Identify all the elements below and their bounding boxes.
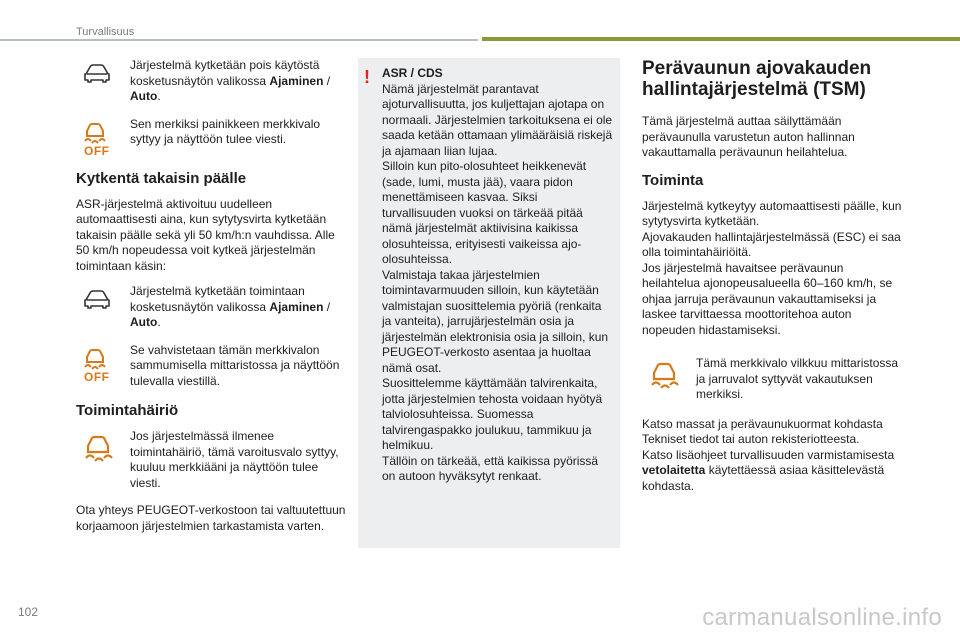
indicator-text: Sen merkiksi painikkeen merkkivalo syttyy ja näyttöön tulee viesti. bbox=[130, 116, 321, 146]
contact-paragraph: Ota yhteys PEUGEOT-verkostoon tai valtuutettuun korjaamoon järjestelmien tarkastamista varten. bbox=[76, 503, 346, 533]
page-title: Perävaunun ajovakauden hallintajärjestelmä (TSM) bbox=[642, 58, 872, 100]
page-number: 102 bbox=[18, 605, 39, 619]
right-column bbox=[642, 58, 902, 504]
fault-text: Jos järjestelmässä ilmenee toimintahäiriö, tämä varoitusvalo syttyy, kuuluu merkkiääni ja näyttöön tulee viesti. bbox=[130, 429, 339, 490]
heading-reactivate: Kytkentä takaisin päälle bbox=[76, 169, 247, 187]
enable-text: Järjestelmä kytketään toimintaan kosketusnäytön valikossa Ajaminen / Auto. bbox=[130, 284, 331, 329]
confirm-text: Se vahvistetaan tämän merkkivalon sammumisella mittaristossa ja näyttöön tulevalla viestillä. bbox=[130, 342, 340, 388]
section-title: Turvallisuus bbox=[76, 26, 135, 38]
off-label: OFF bbox=[84, 369, 110, 384]
indicator-instruction bbox=[76, 117, 350, 157]
watermark: carmanualsonline.info bbox=[702, 604, 942, 631]
note-body: Nämä järjestelmät parantavat ajoturvallisuutta, jos kuljettajan ajotapa on normaali. Järjestelmien tarkoituksena ei ole saada ketään ottamaan ylimääräisiä riskejä ja ajamaan liian lujaa. Silloin kun pito-olosuhteet heikkenevät (sade, lumi, musta jää), vaara pidon menettämiseen kasvaa. Siksi turvallisuuden vuoksi on tärkeää pitää nämä järjestelmät aktiivisina kaikissa olosuhteissa, erityisesti vaikeissa ajo-olosuhteissa. Valmistaja takaa järjestelmien toimintavarmuuden silloin, kun käytetään valmistajan suosittelemia pyöriä (renkaita ja vanteita), jarrujärjestelmän osia ja järjestelmän elektronisia osia ja silloin, kun PEUGEOT-verkosto asentaa ja huoltaa nämä osat. Suosittelemme käyttämään talvirenkaita, jotta järjestelmien tehosta voidaan hyötyä talviolosuhteissa. Suomessa talvirengaspakko joulukuu, tammikuu ja helmikuu. Tällöin on tärkeää, että kaikissa pyörissä on autoon hyväksytyt renkaat. bbox=[382, 81, 613, 483]
note-title: ASR / CDS bbox=[382, 66, 443, 80]
car-screen-icon bbox=[82, 288, 112, 310]
fault-instruction bbox=[76, 429, 350, 491]
see-also-paragraph: Katso massat ja perävaunukuormat kohdasta Tekniset tiedot tai auton rekisteriotteesta. Katso lisäohjeet turvallisuuden varmistamisesta vetolaitetta käytettäessä asiaa käsittelevästä kohdasta. bbox=[642, 416, 895, 493]
confirm-instruction bbox=[76, 343, 350, 390]
operation-paragraph: Järjestelmä kytkeytyy automaattisesti päälle, kun sytytysvirta kytketään. Ajovakauden hallintajärjestelmässä (ESC) ei saa olla toimintahäiriöitä. Jos järjestelmä havaitsee perävaunun heilahtelua ajonopeusalueella 60–160 km/h, se ohjaa jarruja perävaunun vakauttamiseksi ja laskee tarvittaessa moottoritehoa auton nopeuden hidastamiseksi. bbox=[642, 198, 902, 337]
traction-warning-icon bbox=[82, 433, 114, 463]
heading-fault: Toimintahäiriö bbox=[76, 402, 179, 419]
disable-text: Järjestelmä kytketään pois käytöstä kosketusnäytön valikossa Ajaminen / Auto. bbox=[130, 58, 331, 103]
tsm-indicator-instruction bbox=[642, 356, 902, 403]
traction-off-icon bbox=[82, 121, 108, 145]
reactivate-paragraph: ASR-järjestelmä aktivoituu uudelleen automaattisesti aina, kun sytytysvirta kytketään takaisin päälle sekä yli 50 km/h:n vauhdissa. Alle 50 km/h nopeudessa voit kytkeä järjestelmän toimintaan käsin: bbox=[76, 196, 335, 273]
tsm-intro: Tämä järjestelmä auttaa säilyttämään perävaunulla varustetun auton hallinnan vakauttamalla perävaunun heilahtelua. bbox=[642, 114, 855, 159]
enable-instruction bbox=[76, 284, 350, 331]
left-column bbox=[76, 58, 350, 544]
off-label: OFF bbox=[84, 143, 110, 158]
trailer-stability-icon bbox=[648, 360, 680, 390]
heading-operation: Toiminta bbox=[642, 171, 704, 189]
header-divider bbox=[0, 39, 478, 41]
car-screen-icon bbox=[82, 62, 112, 84]
tsm-indicator-text: Tämä merkkivalo vilkkuu mittaristossa ja jarruvalot syttyvät vakautuksen merkiksi. bbox=[696, 356, 899, 401]
note-box bbox=[358, 58, 620, 548]
header-accent-bar bbox=[482, 37, 960, 41]
disable-instruction bbox=[76, 58, 350, 105]
warning-icon: ! bbox=[364, 67, 370, 87]
traction-off-icon bbox=[82, 347, 108, 371]
